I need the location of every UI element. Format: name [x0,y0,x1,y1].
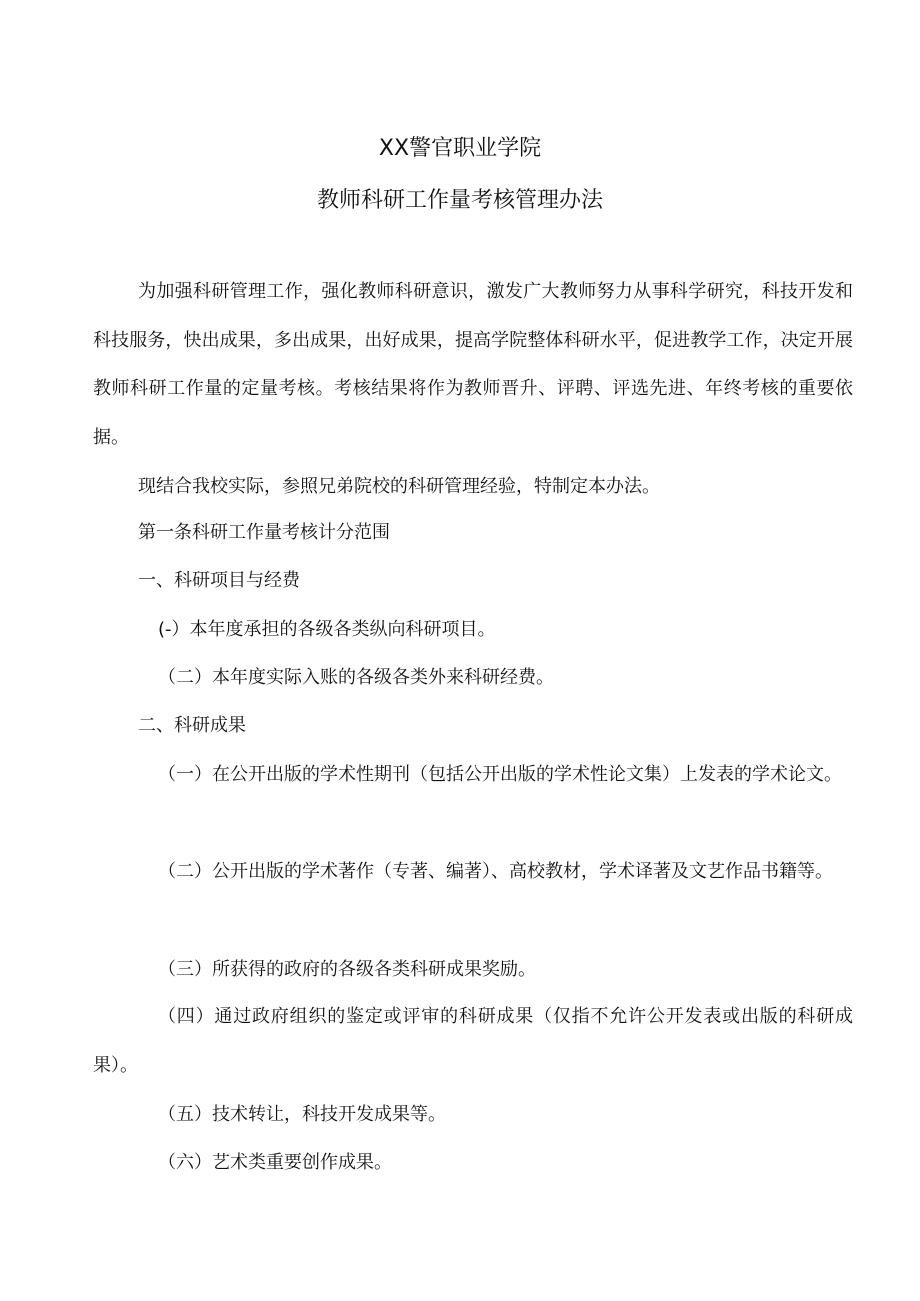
section-1-item-2: （二）本年度实际入账的各级各类外来科研经费。 [158,667,554,688]
intro-paragraph: 为加强科研管理工作，强化教师科研意识，激发广大教师努力从事科学研究，科技开发和科技服务，快出成果，多出成果，出好成果，提高学院整体科研水平，促进教学工作，决定开展教师科研工作量的定量考核。考核结果将作为教师晋升、评聘、评选先进、年终考核的重要依据。 [93,281,853,448]
document-title-regulation: 教师科研工作量考核管理办法 [316,188,603,213]
document-title-institution: XX警官职业学院 [378,136,542,161]
section-1-item-1: (-）本年度承担的各级各类纵向科研项目。 [158,619,496,640]
section-2-item-3: （三）所获得的政府的各级各类科研成果奖励。 [158,959,536,980]
section-2-item-1: （一）在公开出版的学术性期刊（包括公开出版的学术性论文集）上发表的学术论文。 [158,764,842,785]
basis-paragraph: 现结合我校实际，参照兄弟院校的科研管理经验，特制定本办法。 [138,476,660,497]
section-2-heading: 二、科研成果 [138,715,246,736]
section-1-heading: 一、科研项目与经费 [138,570,300,591]
section-2-item-4: （四）通过政府组织的鉴定或评审的科研成果（仅指不允许公开发表或出版的科研成果）。 [93,1006,853,1076]
section-2-item-2: （二）公开出版的学术著作（专著、编著）、高校教材，学术译著及文艺作品书籍等。 [158,861,833,882]
section-2-item-5: （五）技术转让，科技开发成果等。 [158,1104,446,1125]
section-2-item-6: （六）艺术类重要创作成果。 [158,1152,392,1173]
article-1-heading: 第一条科研工作量考核计分范围 [138,522,390,543]
